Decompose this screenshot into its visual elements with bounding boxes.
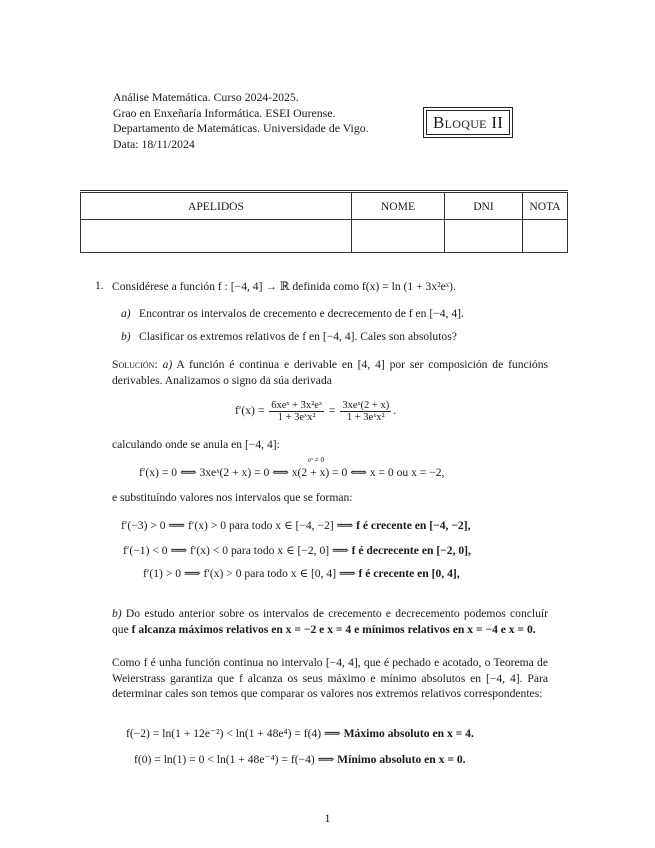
student-info-table xyxy=(80,190,568,253)
column-apelidos: APELIDOS xyxy=(81,192,352,220)
derivative-fraction-1 xyxy=(269,400,324,423)
absolute-minimum-conclusion: Mínimo absoluto en x = 0. xyxy=(337,753,466,766)
apelidos-cell[interactable] xyxy=(81,220,352,253)
derivative-fraction-2 xyxy=(340,400,391,423)
sign-row-2 xyxy=(123,543,471,557)
item-b-text: Clasificar os extremos relativos de f en [−4, 4]. Cales son absolutos? xyxy=(139,330,457,343)
fraction-1-denominator: 1 + 3eˣx² xyxy=(277,412,316,423)
course-line: Análise Matemática. Curso 2024-2025. xyxy=(113,90,299,104)
block-title: Bloque II xyxy=(426,110,510,135)
nome-cell[interactable] xyxy=(352,220,445,253)
table-entry-row xyxy=(81,220,568,253)
problem-statement: Considérese a función f : [−4, 4] → ℝ definida como f(x) = ln (1 + 3x²eˣ). xyxy=(112,280,456,293)
fraction-2-numerator: 3xeˣ(2 + x) xyxy=(342,400,390,411)
sign-row-1-conclusion: f é crecente en [−4, −2], xyxy=(356,519,471,532)
sign-row-3-conclusion: f é crecente en [0, 4], xyxy=(358,567,460,580)
item-a-label xyxy=(121,307,131,320)
zeros-intro: calculando onde se anula en [−4, 4]: xyxy=(112,438,280,451)
sign-row-2-conclusion: f é decrecente en [−2, 0], xyxy=(351,544,471,557)
fraction-1-numerator: 6xeˣ + 3x²eˣ xyxy=(271,400,322,411)
zeros-equation: f′(x) = 0 ⟺ 3xeˣ(2 + x) = 0 ⟺ x(2 + x) = 0 ⟺ x = 0 ou x = −2, xyxy=(139,466,445,479)
item-b-label xyxy=(121,330,131,343)
solution-label: Solución: xyxy=(112,358,158,371)
absolute-maximum-text: f(−2) = ln(1 + 12e⁻²) < ln(1 + 48e⁴) = f(4) ⟹ xyxy=(126,727,344,740)
sign-row-2-text: f′(−1) < 0 ⟹ f′(x) < 0 para todo x ∈ [−2, 0] ⟹ xyxy=(123,544,352,557)
absolute-minimum-text: f(0) = ln(1) = 0 < ln(1 + 48e⁻⁴) = f(−4) ⟹ xyxy=(134,753,338,766)
item-a-text: Encontrar os intervalos de crecemento e decrecemento de f en [−4, 4]. xyxy=(139,307,464,320)
fraction-2-denominator: 1 + 3eˣx² xyxy=(346,412,385,423)
page-number: 1 xyxy=(324,811,331,825)
block-title-box xyxy=(423,107,513,138)
item-a-letter: a) xyxy=(121,307,131,320)
column-dni: DNI xyxy=(445,192,523,220)
sign-row-3 xyxy=(143,566,460,580)
sign-row-1-text: f′(−3) > 0 ⟹ f′(x) > 0 para todo x ∈ [−4, −2] ⟹ xyxy=(121,519,357,532)
problem-number: 1. xyxy=(95,279,104,292)
derivative-equation: f′(x) = $\frac{\text{6xeˣ + 3x²eˣ}}{\text{1 + 3eˣx²}}$ = $\frac{\text{3xeˣ(2 + x)}}{\text{1 + 3eˣx²}}$ . xyxy=(235,400,397,423)
part-b-conclusion: f alcanza máximos relativos en x = −2 e x = 4 e mínimos relativos en x = −4 e x = 0. xyxy=(131,622,536,636)
sign-row-3-text: f′(1) > 0 ⟹ f′(x) > 0 para todo x ∈ [0, 4] ⟹ xyxy=(143,567,359,580)
table-header-row xyxy=(81,192,568,220)
derivative-lhs: f′(x) = xyxy=(235,404,265,418)
solution-part-a: a) xyxy=(162,358,173,371)
absolute-minimum-line xyxy=(134,752,466,766)
degree-line: Grao en Enxeñaría Informática. ESEI Ourense. xyxy=(113,105,336,120)
solution-intro-text: A función é continua e derivable en [4, 4] por ser composición de funcións derivables. Analizamos o signo da súa derivada xyxy=(112,358,548,387)
absolute-maximum-conclusion: Máximo absoluto en x = 4. xyxy=(343,727,474,740)
solution-intro xyxy=(112,357,548,388)
column-nota: NOTA xyxy=(523,192,568,220)
part-b-text: Do estudo anterior sobre os intervalos de crecemento e decrecemento podemos concluír que xyxy=(112,607,548,636)
part-b-label: b) xyxy=(112,607,122,620)
zeros-note: eˣ ≠ 0 xyxy=(308,456,324,464)
substitution-intro: e substituíndo valores nos intervalos que se forman: xyxy=(112,491,353,504)
nota-cell[interactable] xyxy=(523,220,568,253)
sign-row-1 xyxy=(121,518,471,532)
item-b-letter: b) xyxy=(121,330,131,343)
weierstrass-paragraph: Como f é unha función continua no intervalo [−4, 4], que é pechado e acotado, o Teorema de Weierstrass garantiza que f alcanza os seus máximo e mínimo absolutos en [−4, 4]. Para determinar cales son temos que comparar os valores nos extremos relativos correspondentes: xyxy=(112,656,548,700)
column-nome: NOME xyxy=(352,192,445,220)
date-line: Data: 18/11/2024 xyxy=(113,136,195,151)
department-line: Departamento de Matemáticas. Universidade de Vigo. xyxy=(113,121,369,135)
document-header xyxy=(113,90,369,152)
part-b-paragraph xyxy=(112,606,548,637)
absolute-maximum-line xyxy=(126,726,474,740)
dni-cell[interactable] xyxy=(445,220,523,253)
